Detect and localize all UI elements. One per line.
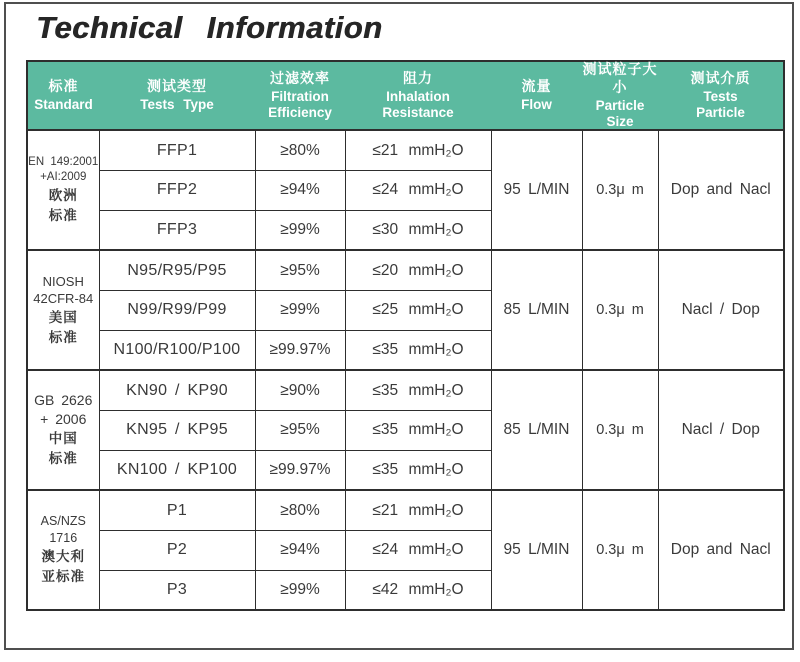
resistance-cell: ≤24 mmH₂O	[345, 530, 491, 570]
particle-size-cell: 0.3μ m	[582, 370, 658, 490]
outer-frame	[4, 2, 794, 650]
test-particle-cell: Nacl / Dop	[658, 250, 784, 370]
standard-line: 澳大利	[41, 549, 85, 565]
standard-line: 美国	[48, 309, 78, 325]
efficiency-cell: ≥99%	[255, 570, 345, 610]
standard-line: + 2006	[40, 411, 87, 428]
header-en: Resistance	[382, 104, 454, 120]
header-en: Particle	[696, 104, 745, 120]
particle-size-cell: 0.3μ m	[582, 490, 658, 610]
tests-type-cell: FFP1	[99, 130, 255, 170]
tests-type-cell: P3	[99, 570, 255, 610]
particle-size-cell: 0.3μ m	[582, 250, 658, 370]
resistance-cell: ≤30 mmH₂O	[345, 210, 491, 250]
table-row	[27, 490, 784, 530]
test-particle-cell: Dop and Nacl	[658, 490, 784, 610]
efficiency-cell: ≥99.97%	[255, 450, 345, 490]
standard-line: NIOSH	[42, 273, 84, 289]
col-header-inhalation-resistance	[345, 61, 491, 130]
test-particle-cell: Nacl / Dop	[658, 370, 784, 490]
header-row	[27, 61, 784, 130]
standard-line: +AI:2009	[40, 171, 87, 184]
table-row	[27, 130, 784, 170]
efficiency-cell: ≥90%	[255, 370, 345, 410]
resistance-cell: ≤35 mmH₂O	[345, 410, 491, 450]
header-en: Standard	[34, 97, 93, 113]
resistance-cell: ≤42 mmH₂O	[345, 570, 491, 610]
header-en: Inhalation	[386, 89, 450, 105]
efficiency-cell: ≥94%	[255, 530, 345, 570]
efficiency-cell: ≥99%	[255, 210, 345, 250]
col-header-flow	[491, 61, 582, 130]
tests-type-cell: FFP2	[99, 170, 255, 210]
standard-line: 标准	[48, 207, 78, 223]
standard-line: GB 2626	[34, 392, 93, 409]
standard-line: 欧洲	[48, 187, 78, 203]
header-en: Size	[606, 113, 634, 129]
resistance-cell: ≤24 mmH₂O	[345, 170, 491, 210]
efficiency-cell: ≥95%	[255, 410, 345, 450]
standard-line: 中国	[48, 431, 78, 447]
tests-type-cell: KN95 / KP95	[99, 410, 255, 450]
tests-type-cell: KN100 / KP100	[99, 450, 255, 490]
table-row	[27, 250, 784, 290]
flow-cell: 95 L/MIN	[491, 490, 582, 610]
efficiency-cell: ≥94%	[255, 170, 345, 210]
standard-cell	[27, 250, 99, 370]
standard-line: AS/NZS	[40, 514, 86, 529]
standard-line: EN 149:2001	[28, 155, 99, 168]
tests-type-cell: FFP3	[99, 210, 255, 250]
flow-cell: 85 L/MIN	[491, 370, 582, 490]
tests-type-cell: N99/R99/P99	[99, 290, 255, 330]
standard-line: 标准	[48, 451, 78, 467]
resistance-cell: ≤35 mmH₂O	[345, 450, 491, 490]
col-header-standard	[27, 61, 99, 130]
tests-type-cell: KN90 / KP90	[99, 370, 255, 410]
table-row	[27, 370, 784, 410]
header-en: Particle	[595, 98, 645, 114]
efficiency-cell: ≥99.97%	[255, 330, 345, 370]
header-zh: 测试粒子大小	[582, 63, 658, 97]
header-en: Tests Type	[140, 97, 214, 113]
test-particle-cell: Dop and Nacl	[658, 130, 784, 250]
standard-cell	[27, 130, 99, 250]
technical-info-table	[26, 60, 785, 611]
resistance-cell: ≤25 mmH₂O	[345, 290, 491, 330]
tests-type-cell: N100/R100/P100	[99, 330, 255, 370]
header-en: Filtration	[271, 89, 329, 105]
efficiency-cell: ≥80%	[255, 490, 345, 530]
efficiency-cell: ≥99%	[255, 290, 345, 330]
efficiency-cell: ≥80%	[255, 130, 345, 170]
header-zh: 测试类型	[147, 79, 207, 95]
col-header-particle-size	[582, 61, 658, 130]
header-zh: 流量	[521, 79, 552, 95]
resistance-cell: ≤35 mmH₂O	[345, 370, 491, 410]
standard-cell	[27, 370, 99, 490]
resistance-cell: ≤21 mmH₂O	[345, 490, 491, 530]
efficiency-cell: ≥95%	[255, 250, 345, 290]
header-zh: 过滤效率	[270, 72, 330, 88]
col-header-tests-particle	[658, 61, 784, 130]
tests-type-cell: P2	[99, 530, 255, 570]
standard-line: 1716	[49, 531, 78, 546]
flow-cell: 95 L/MIN	[491, 130, 582, 250]
resistance-cell: ≤20 mmH₂O	[345, 250, 491, 290]
resistance-cell: ≤21 mmH₂O	[345, 130, 491, 170]
particle-size-cell: 0.3μ m	[582, 130, 658, 250]
col-header-filtration-efficiency	[255, 61, 345, 130]
header-en: Tests	[703, 89, 738, 105]
header-zh: 阻力	[403, 72, 433, 88]
header-en: Efficiency	[268, 104, 332, 120]
standard-line: 亚标准	[41, 569, 85, 585]
tests-type-cell: P1	[99, 490, 255, 530]
header-zh: 测试介质	[690, 72, 751, 88]
resistance-cell: ≤35 mmH₂O	[345, 330, 491, 370]
standard-line: 标准	[48, 329, 78, 345]
header-zh: 标准	[48, 79, 79, 95]
standard-line: 42CFR-84	[33, 291, 94, 307]
flow-cell: 85 L/MIN	[491, 250, 582, 370]
page-title: Technical Information	[36, 10, 383, 45]
tests-type-cell: N95/R95/P95	[99, 250, 255, 290]
col-header-tests-type	[99, 61, 255, 130]
header-en: Flow	[521, 97, 552, 113]
standard-cell	[27, 490, 99, 610]
